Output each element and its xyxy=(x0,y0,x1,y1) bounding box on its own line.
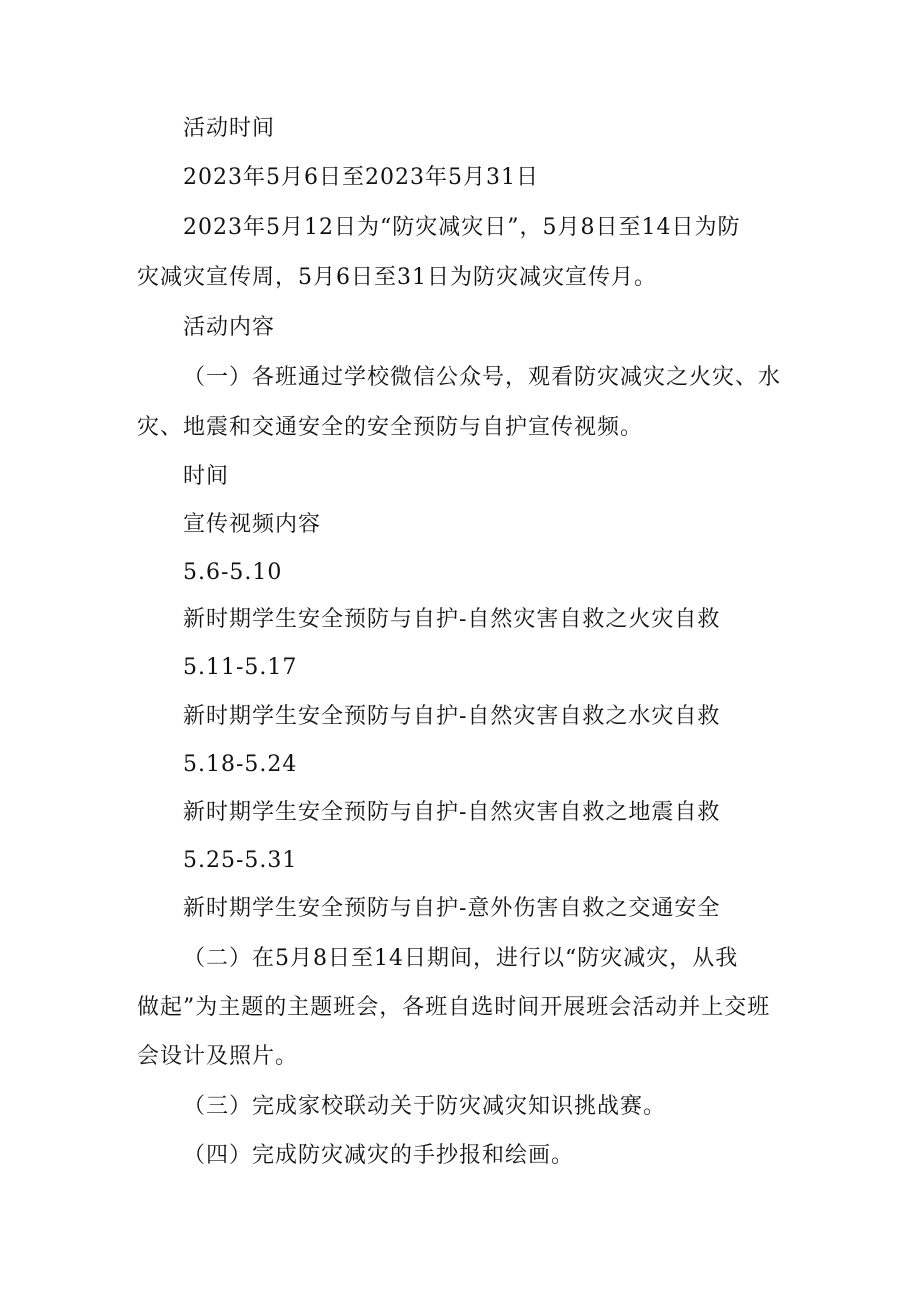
heading-activity-content: 活动内容 xyxy=(183,315,276,340)
paragraph-dates-line-2: 灾减灾宣传周，5月6日至31日为防灾减灾宣传月。 xyxy=(137,265,657,290)
schedule-period: 5.25-5.31 xyxy=(183,848,298,873)
date-range: 2023年5月6日至2023年5月31日 xyxy=(183,165,539,190)
item-4: （四）完成防灾减灾的手抄报和绘画。 xyxy=(183,1143,575,1168)
heading-activity-time: 活动时间 xyxy=(183,116,276,141)
item-2-line-3: 会设计及照片。 xyxy=(137,1044,299,1069)
schedule-title: 新时期学生安全预防与自护-意外伤害自救之交通安全 xyxy=(183,896,721,921)
paragraph-dates-line-1: 2023年5月12日为“防灾减灾日”，5月8日至14日为防 xyxy=(183,215,741,240)
schedule-title: 新时期学生安全预防与自护-自然灾害自救之水灾自救 xyxy=(183,704,721,729)
item-2-line-2: 做起”为主题的主题班会，各班自选时间开展班会活动并上交班 xyxy=(137,995,771,1020)
schedule-header-content: 宣传视频内容 xyxy=(183,512,322,537)
item-1-line-1: （一）各班通过学校微信公众号，观看防灾减灾之火灾、水 xyxy=(183,365,782,390)
schedule-period: 5.6-5.10 xyxy=(183,560,283,585)
schedule-period: 5.11-5.17 xyxy=(183,655,298,680)
item-1-line-2: 灾、地震和交通安全的安全预防与自护宣传视频。 xyxy=(137,415,644,440)
schedule-title: 新时期学生安全预防与自护-自然灾害自救之火灾自救 xyxy=(183,607,721,632)
item-3: （三）完成家校联动关于防灾减灾知识挑战赛。 xyxy=(183,1094,667,1119)
schedule-period: 5.18-5.24 xyxy=(183,752,298,777)
schedule-title: 新时期学生安全预防与自护-自然灾害自救之地震自救 xyxy=(183,800,721,825)
schedule-header-time: 时间 xyxy=(183,464,230,489)
item-2-line-1: （二）在5月8日至14日期间，进行以“防灾减灾，从我 xyxy=(183,946,739,971)
